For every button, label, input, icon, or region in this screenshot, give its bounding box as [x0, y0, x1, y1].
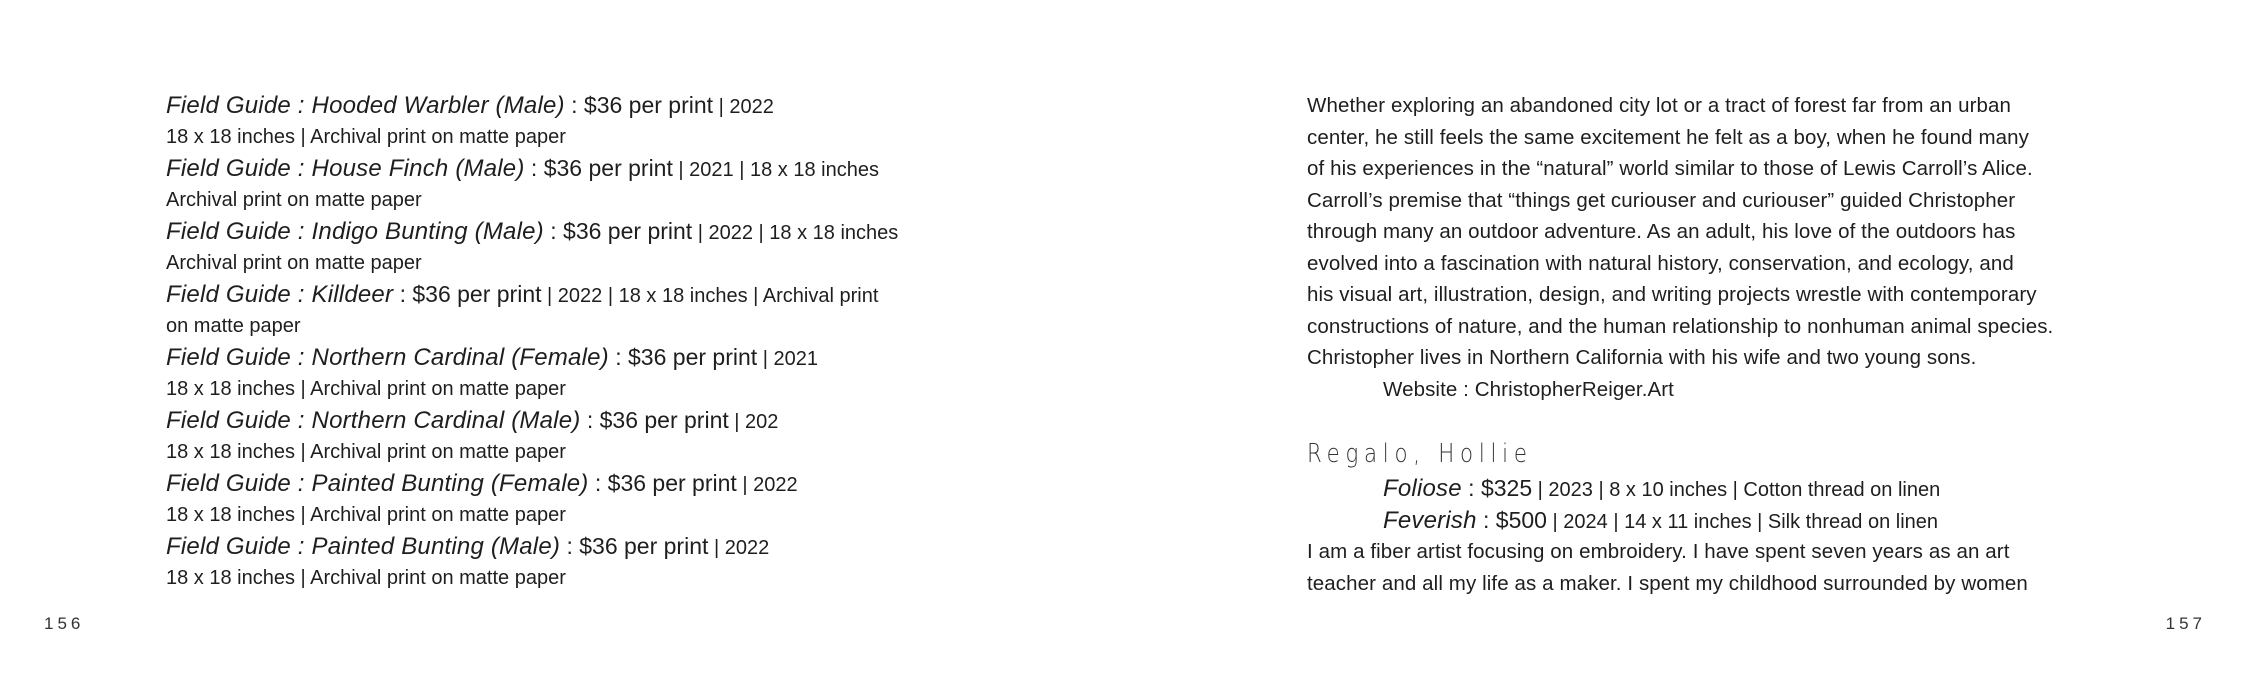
artwork-details: Archival print on matte paper — [166, 251, 422, 274]
artwork-price: : $36 per print — [524, 155, 673, 181]
bio-line: Christopher lives in Northern California with his wife and two young sons. — [1307, 346, 1977, 369]
artwork-meta: | 2024 | 14 x 11 inches | Silk thread on linen — [1546, 510, 1938, 533]
artwork-title: Field Guide : Northern Cardinal (Male) — [166, 407, 581, 434]
artwork-meta: | 2021 | 18 x 18 inches — [672, 159, 879, 181]
page-number: 157 — [2165, 614, 2206, 633]
artwork-entry — [166, 405, 956, 468]
artwork-meta: | 2022 | 18 x 18 inches | Archival print — [541, 285, 879, 307]
artwork-entry — [166, 216, 956, 279]
artwork-details: 18 x 18 inches | Archival print on matte paper — [166, 377, 566, 400]
bio-line: his visual art, illustration, design, and writing projects wrestle with contemporary — [1307, 283, 2037, 306]
bio-line: evolved into a fascination with natural history, conservation, and ecology, and — [1307, 251, 2014, 275]
artwork-entry — [166, 90, 956, 153]
artwork-details: 18 x 18 inches | Archival print on matte paper — [166, 566, 566, 589]
bio-line: center, he still feels the same excitement he felt as a boy, when he found many — [1307, 125, 2030, 149]
artwork-entry — [1307, 505, 2187, 537]
bio-line: Carroll’s premise that “things get curiouser and curiouser” guided Christopher — [1307, 188, 2016, 212]
artwork-title: Field Guide : Northern Cardinal (Female) — [166, 344, 609, 371]
artwork-entry — [166, 342, 956, 405]
artwork-details: 18 x 18 inches | Archival print on matte paper — [166, 125, 566, 148]
artwork-entry — [166, 153, 956, 216]
artwork-details: Archival print on matte paper — [166, 188, 422, 211]
artwork-price: : $36 per print — [580, 407, 729, 433]
artwork-entry — [166, 531, 956, 594]
artwork-entry — [166, 279, 956, 342]
artwork-title: Field Guide : Indigo Bunting (Male) — [166, 218, 544, 245]
statement-line: I am a fiber artist focusing on embroidery. I have spent seven years as an art — [1307, 540, 2010, 563]
artwork-price: : $36 per print — [543, 218, 693, 244]
artwork-title: Field Guide : Hooded Warbler (Male) — [166, 92, 565, 119]
bio-line: through many an outdoor adventure. As an adult, his love of the outdoors has — [1307, 220, 2016, 243]
artwork-price: : $36 per print — [564, 92, 714, 118]
artist-name-heading: Regalo, Hollie — [1307, 439, 1533, 469]
bio-line: constructions of nature, and the human relationship to nonhuman animal species. — [1307, 314, 2054, 338]
artwork-title: Field Guide : Painted Bunting (Male) — [166, 533, 561, 560]
artwork-meta: | 2022 — [713, 96, 774, 118]
artist-bio — [1307, 90, 2187, 599]
artwork-list — [166, 90, 956, 594]
artwork-details: on matte paper — [166, 314, 301, 337]
artwork-title: Field Guide : Killdeer — [166, 281, 394, 308]
artwork-meta: | 2022 — [708, 537, 770, 559]
artwork-price: : $36 per print — [588, 470, 737, 496]
artwork-price: : $36 per print — [608, 344, 758, 370]
bio-line: of his experiences in the “natural” world similar to those of Lewis Carroll’s Alice. — [1307, 157, 2033, 180]
artwork-details: 18 x 18 inches | Archival print on matte paper — [166, 503, 566, 526]
artwork-title: Field Guide : House Finch (Male) — [166, 155, 525, 182]
artwork-price: : $500 — [1476, 506, 1547, 533]
artwork-meta: | 2021 — [757, 348, 818, 370]
artwork-title: Foliose — [1383, 475, 1462, 502]
artwork-price: : $36 per print — [393, 281, 542, 307]
statement-line: teacher and all my life as a maker. I spent my childhood surrounded by women — [1307, 571, 2028, 595]
artwork-meta: | 2022 — [736, 474, 798, 496]
artwork-meta: | 202 — [728, 411, 779, 433]
artwork-price: : $36 per print — [560, 533, 709, 559]
right-page — [1125, 0, 2250, 675]
bio-line: Whether exploring an abandoned city lot or a tract of forest far from an urban — [1307, 94, 2012, 117]
artwork-details: 18 x 18 inches | Archival print on matte paper — [166, 440, 566, 463]
artwork-meta: | 2023 | 8 x 10 inches | Cotton thread on linen — [1532, 479, 1941, 501]
artist-website: Website : ChristopherReiger.Art — [1383, 377, 1674, 401]
artwork-meta: | 2022 | 18 x 18 inches — [692, 222, 899, 244]
page-number: 156 — [44, 614, 85, 633]
artwork-price: : $325 — [1461, 475, 1533, 501]
artwork-entry — [1307, 473, 2187, 505]
artwork-title: Field Guide : Painted Bunting (Female) — [166, 470, 589, 497]
artwork-entry — [166, 468, 956, 531]
artwork-title: Feverish — [1383, 506, 1477, 534]
